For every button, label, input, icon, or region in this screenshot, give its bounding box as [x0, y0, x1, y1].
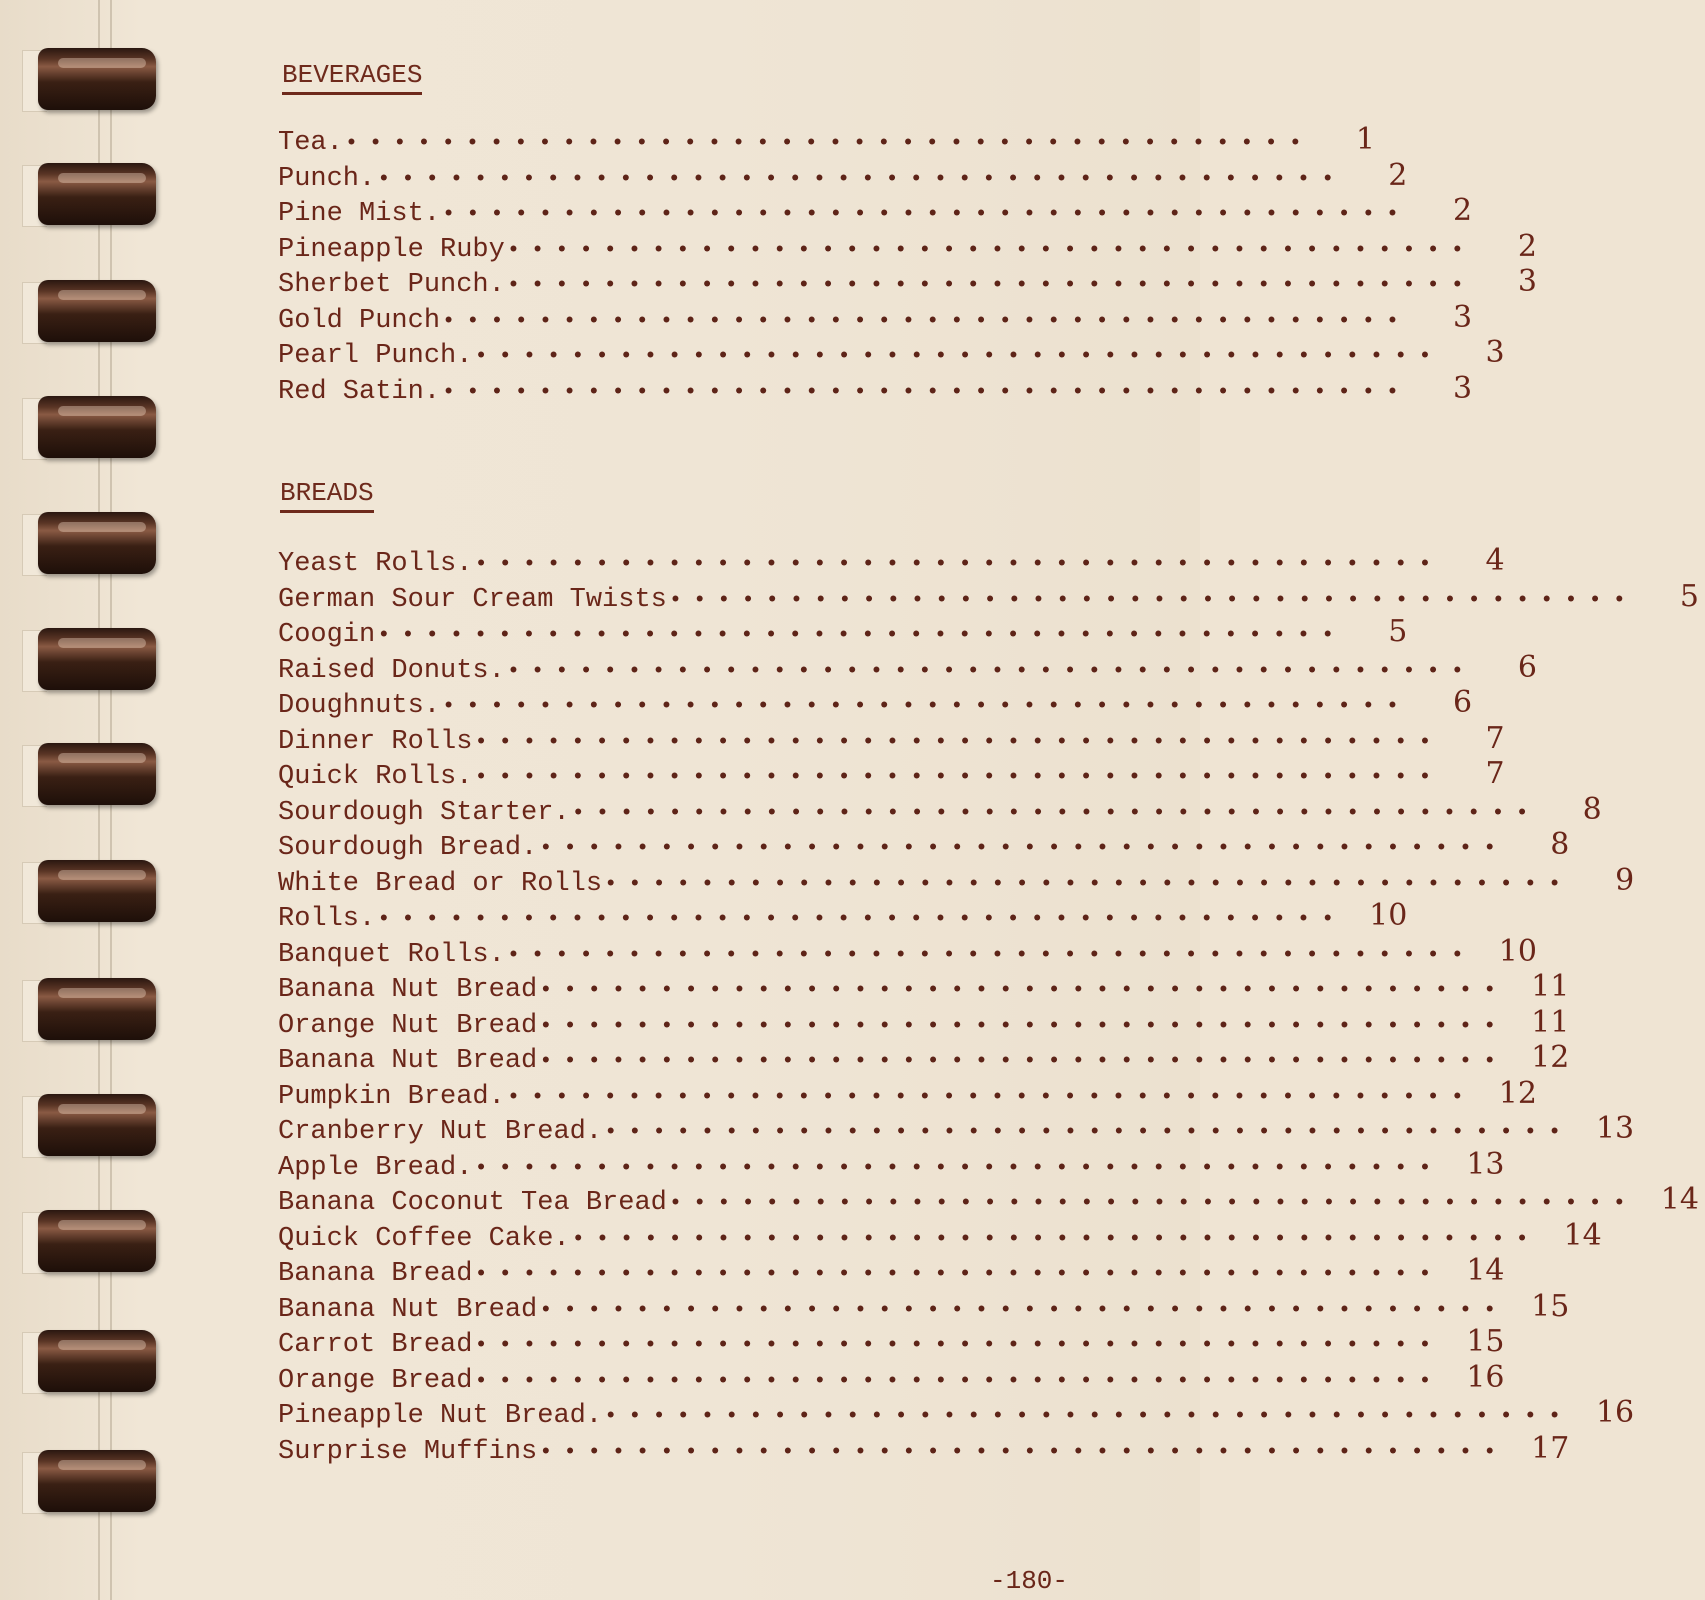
dot-leader: •••••••••••••••••••••••••••••••••••••••• [474, 344, 1443, 369]
page-number: -180- [990, 1566, 1069, 1596]
toc-entry [278, 228, 1537, 265]
toc-entry-title: Banana Nut Bread [278, 1046, 538, 1076]
toc-entry-page: 3 [1453, 370, 1473, 406]
toc-entry-page: 13 [1595, 1111, 1635, 1146]
dot-leader: •••••••••••••••••••••••••••••••••••••••• [506, 237, 1475, 263]
toc-entry-page: 10 [1498, 933, 1537, 969]
dot-leader: •••••••••••••••••••••••••••••••••••••••• [344, 131, 1313, 156]
toc-entry [278, 685, 1473, 721]
dot-leader: •••••••••••••••••••••••••••••••••••••••• [506, 942, 1475, 968]
toc-entry-title: Yeast Rolls. [278, 549, 473, 579]
dot-leader: •••••••••••••••••••••••••••••••••••••••• [539, 1439, 1508, 1465]
toc-entry [278, 1182, 1699, 1218]
toc-entry [278, 649, 1537, 686]
toc-entry-page: 4 [1485, 543, 1505, 578]
dot-leader: •••••••••••••••••••••••••••••••••••••••• [474, 729, 1443, 755]
dot-leader: •••••••••••••••••••••••••••••••••••••••• [474, 1368, 1443, 1394]
toc-entry-page: 6 [1453, 685, 1473, 720]
toc-entry-page: 14 [1466, 1253, 1505, 1288]
toc-entry-page: 11 [1531, 969, 1570, 1004]
dot-leader: •••••••••••••••••••••••••••••••••••••••• [474, 552, 1443, 577]
toc-entry-page: 1 [1355, 122, 1375, 157]
toc-entry-page: 3 [1453, 299, 1473, 335]
toc-entry-title: German Sour Cream Twists [278, 584, 667, 615]
toc-entry [278, 1253, 1505, 1289]
dot-leader: •••••••••••••••••••••••••••••••••••••••• [377, 907, 1346, 932]
dot-leader: •••••••••••••••••••••••••••••••••••••••• [474, 1262, 1443, 1287]
toc-entry-page: 11 [1531, 1004, 1570, 1040]
toc-entry-title: Rolls. [278, 904, 376, 934]
toc-entry [278, 370, 1473, 407]
toc-entry-title: Cranberry Nut Bread. [278, 1117, 603, 1147]
binding-coil [38, 512, 156, 574]
toc-entry [278, 1146, 1505, 1183]
toc-entry [278, 157, 1408, 194]
toc-entry [278, 1359, 1505, 1396]
toc-entry-page: 9 [1615, 862, 1635, 898]
toc-entry [278, 335, 1505, 371]
dot-leader: •••••••••••••••••••••••••••••••••••••••• [604, 871, 1573, 897]
toc-entry-page: 16 [1466, 1359, 1505, 1395]
dot-leader: •••••••••••••••••••••••••••••••••••••••• [506, 1084, 1475, 1110]
dot-leader: •••••••••••••••••••••••••••••••••••••••• [377, 623, 1346, 648]
toc-entry [278, 264, 1537, 300]
toc-entry [278, 720, 1505, 757]
binding-coil [38, 1094, 156, 1156]
dot-leader: •••••••••••••••••••••••••••••••••••••••• [506, 273, 1475, 298]
dot-leader: •••••••••••••••••••••••••••••••••••••••• [474, 765, 1443, 790]
toc-entry-title: Banana Coconut Tea Bread [278, 1188, 667, 1218]
toc-entry [278, 791, 1602, 828]
binding-coil [38, 978, 156, 1040]
toc-entry-page: 12 [1531, 1040, 1570, 1075]
toc-entry-title: Doughnuts. [278, 691, 441, 721]
toc-entry-title: Tea. [278, 128, 343, 158]
toc-entry [278, 1430, 1570, 1467]
toc-entry [278, 1111, 1635, 1147]
toc-entry-page: 14 [1563, 1217, 1602, 1253]
toc-entry-page: 15 [1531, 1288, 1570, 1324]
dot-leader: •••••••••••••••••••••••••••••••••••••••• [474, 1155, 1443, 1181]
toc-entry-title: Gold Punch [278, 305, 441, 336]
toc-entry-title: Orange Bread [278, 1365, 473, 1396]
toc-entry [278, 1395, 1635, 1431]
toc-entry-title: Orange Nut Bread [278, 1010, 538, 1041]
toc-entry-title: Sourdough Starter. [278, 797, 570, 828]
toc-entry [278, 299, 1473, 336]
dot-leader: •••••••••••••••••••••••••••••••••••••••• [539, 836, 1508, 861]
toc-entry-title: Pine Mist. [278, 199, 441, 229]
toc-entry-title: Banquet Rolls. [278, 939, 505, 970]
toc-entry [278, 122, 1375, 158]
dot-leader: •••••••••••••••••••••••••••••••••••••••• [539, 1049, 1508, 1074]
toc-entry-page: 5 [1388, 614, 1408, 649]
toc-entry [278, 1004, 1570, 1041]
toc-entry-page: 3 [1485, 335, 1505, 370]
toc-entry-title: Pumpkin Bread. [278, 1081, 505, 1112]
binding-coil [38, 628, 156, 690]
binding-coil [38, 280, 156, 342]
toc-entry-title: Apple Bread. [278, 1152, 473, 1183]
toc-entry [278, 756, 1505, 792]
toc-entry [278, 614, 1408, 650]
dot-leader: •••••••••••••••••••••••••••••••••••••••• [668, 587, 1637, 613]
section-title-beverages: BEVERAGES [282, 60, 422, 95]
toc-entry [278, 1075, 1537, 1112]
toc-entry-title: Sourdough Bread. [278, 833, 538, 863]
toc-entry [278, 862, 1635, 899]
dot-leader: •••••••••••••••••••••••••••••••••••••••• [442, 308, 1411, 334]
toc-entry [278, 1040, 1570, 1076]
binding-coil [38, 743, 156, 805]
toc-entry-title: Surprise Muffins [278, 1436, 538, 1467]
toc-entry [278, 827, 1570, 863]
toc-entry-title: Red Satin. [278, 376, 441, 407]
dot-leader: •••••••••••••••••••••••••••••••••••••••• [442, 379, 1411, 405]
dot-leader: •••••••••••••••••••••••••••••••••••••••• [604, 1404, 1573, 1429]
toc-entry [278, 969, 1570, 1005]
toc-entry-title: Dinner Rolls [278, 726, 473, 757]
binding-coil [38, 163, 156, 225]
dot-leader: •••••••••••••••••••••••••••••••••••••••• [506, 658, 1475, 684]
toc-entry [278, 578, 1699, 615]
dot-leader: •••••••••••••••••••••••••••••••••••••••• [442, 694, 1411, 719]
toc-entry-title: Coogin [278, 620, 376, 650]
dot-leader: •••••••••••••••••••••••••••••••••••••••• [539, 1297, 1508, 1323]
toc-entry-page: 8 [1550, 827, 1570, 862]
toc-entry-title: Banana Bread [278, 1259, 473, 1289]
binding-coil [38, 48, 156, 110]
dot-leader: •••••••••••••••••••••••••••••••••••••••• [377, 166, 1346, 192]
toc-entry-page: 5 [1679, 578, 1699, 614]
toc-entry-page: 15 [1466, 1324, 1505, 1359]
dot-leader: •••••••••••••••••••••••••••••••••••••••• [442, 202, 1411, 227]
toc-entry-page: 16 [1595, 1395, 1635, 1430]
toc-entry-title: Carrot Bread [278, 1330, 473, 1360]
toc-entry-page: 6 [1517, 649, 1537, 685]
toc-entry [278, 543, 1505, 579]
toc-entry [278, 1324, 1505, 1360]
toc-list-breads [278, 543, 1699, 1467]
toc-entry-title: Punch. [278, 163, 376, 194]
toc-entry-page: 2 [1388, 157, 1408, 193]
toc-entry-page: 2 [1453, 193, 1473, 228]
section-title-breads: BREADS [280, 478, 374, 513]
toc-entry-page: 7 [1485, 756, 1505, 791]
toc-entry-title: Pineapple Ruby [278, 234, 505, 265]
toc-entry-title: Banana Nut Bread [278, 1294, 538, 1325]
toc-entry-page: 10 [1369, 898, 1408, 933]
dot-leader: •••••••••••••••••••••••••••••••••••••••• [571, 1226, 1540, 1252]
binding-coil [38, 1450, 156, 1512]
binding-coil [38, 396, 156, 458]
toc-entry-page: 12 [1498, 1075, 1537, 1111]
binding-coil [38, 1330, 156, 1392]
toc-entry [278, 1217, 1602, 1254]
toc-entry-title: Banana Nut Bread [278, 975, 538, 1005]
toc-entry [278, 898, 1408, 934]
toc-entry-page: 14 [1660, 1182, 1699, 1217]
toc-entry-title: Pineapple Nut Bread. [278, 1401, 603, 1431]
toc-entry [278, 1288, 1570, 1325]
toc-entry-page: 2 [1517, 228, 1537, 264]
toc-list-beverages [278, 122, 1537, 407]
toc-entry-title: Raised Donuts. [278, 655, 505, 686]
binding-coil [38, 860, 156, 922]
toc-entry-page: 7 [1485, 720, 1505, 756]
toc-entry-page: 8 [1582, 791, 1602, 827]
toc-entry-page: 17 [1531, 1430, 1570, 1466]
dot-leader: •••••••••••••••••••••••••••••••••••••••• [604, 1120, 1573, 1145]
dot-leader: •••••••••••••••••••••••••••••••••••••••• [668, 1191, 1637, 1216]
dot-leader: •••••••••••••••••••••••••••••••••••••••• [539, 1013, 1508, 1039]
toc-entry-page: 3 [1517, 264, 1537, 299]
dot-leader: •••••••••••••••••••••••••••••••••••••••• [571, 800, 1540, 826]
toc-entry-page: 13 [1466, 1146, 1505, 1182]
toc-entry-title: White Bread or Rolls [278, 868, 603, 899]
dot-leader: •••••••••••••••••••••••••••••••••••••••• [539, 978, 1508, 1003]
toc-entry-title: Quick Coffee Cake. [278, 1223, 570, 1254]
binding-coil [38, 1210, 156, 1272]
toc-entry-title: Quick Rolls. [278, 762, 473, 792]
toc-entry-title: Pearl Punch. [278, 341, 473, 371]
toc-entry [278, 193, 1473, 229]
toc-entry [278, 933, 1537, 970]
dot-leader: •••••••••••••••••••••••••••••••••••••••• [474, 1333, 1443, 1358]
toc-entry-title: Sherbet Punch. [278, 270, 505, 300]
